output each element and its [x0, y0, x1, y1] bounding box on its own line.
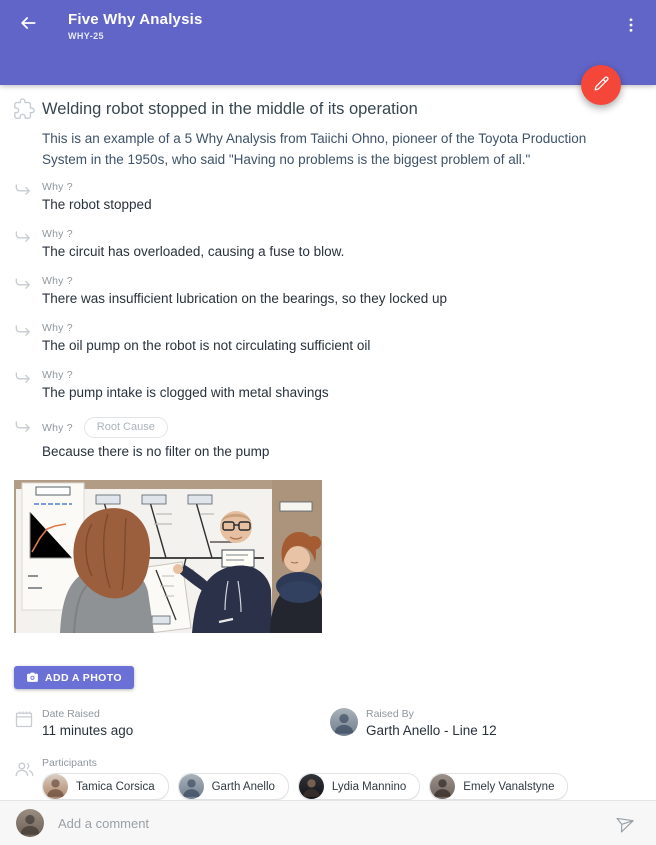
app-bar — [0, 0, 656, 85]
branch-arrow-icon — [13, 417, 33, 437]
why-item-6-root-cause — [0, 417, 656, 460]
app-bar-titles — [68, 11, 203, 41]
branch-arrow-icon — [13, 274, 33, 294]
participants-block — [0, 757, 656, 800]
whiteboard-scene — [14, 480, 322, 633]
why-item-4 — [0, 321, 656, 354]
raised-by-value: Garth Anello - Line 12 — [366, 723, 497, 738]
overflow-menu-button[interactable] — [614, 10, 648, 42]
root-cause-badge: Root Cause — [84, 417, 168, 438]
comment-bar — [0, 800, 656, 845]
comment-input[interactable] — [56, 815, 614, 832]
raised-by-block — [330, 708, 497, 738]
camera-icon — [26, 671, 39, 684]
why-answer: The circuit has overloaded, causing a fuse to blow. — [42, 244, 345, 259]
participants-label: Participants — [42, 757, 97, 769]
issue-title: Welding robot stopped in the middle of its operation — [42, 100, 418, 118]
why-answer: The oil pump on the robot is not circulating sufficient oil — [42, 338, 371, 353]
branch-arrow-icon — [13, 321, 33, 341]
people-icon — [14, 759, 35, 780]
why-item-2 — [0, 227, 656, 260]
calendar-icon — [14, 709, 34, 729]
participant-chip-garth[interactable] — [178, 773, 289, 800]
add-photo-button[interactable] — [14, 666, 134, 689]
participant-chip-emely[interactable] — [429, 773, 568, 800]
arrow-back-icon — [18, 13, 38, 36]
why-answer: There was insufficient lubrication on the bearings, so they locked up — [42, 291, 447, 306]
participant-chip-lydia[interactable] — [298, 773, 420, 800]
puzzle-icon — [13, 98, 35, 120]
participant-name: Garth Anello — [211, 780, 275, 793]
date-raised-block — [14, 708, 133, 738]
why-label: Why ? — [42, 321, 73, 334]
attached-photo[interactable] — [14, 480, 322, 633]
why-label: Why ? — [42, 274, 73, 287]
avatar — [179, 774, 204, 799]
send-icon — [613, 810, 638, 835]
participant-name: Emely Vanalstyne — [463, 780, 555, 793]
avatar — [299, 774, 324, 799]
content — [0, 85, 656, 800]
date-raised-label: Date Raised — [42, 708, 100, 720]
add-photo-label: ADD A PHOTO — [45, 671, 122, 684]
kebab-menu-icon — [622, 16, 640, 37]
record-id: WHY-25 — [68, 31, 104, 41]
why-label: Why ? — [42, 227, 73, 240]
why-label: Why ? — [42, 180, 73, 193]
participant-name: Tamica Corsica — [76, 780, 155, 793]
avatar — [43, 774, 68, 799]
why-label: Why ? — [42, 421, 73, 434]
back-button[interactable] — [18, 10, 50, 38]
why-answer: The pump intake is clogged with metal shavings — [42, 385, 329, 400]
branch-arrow-icon — [13, 180, 33, 200]
meta-row — [0, 708, 656, 746]
participant-chips — [42, 773, 656, 800]
current-user-avatar — [16, 809, 44, 837]
branch-arrow-icon — [13, 227, 33, 247]
raised-by-avatar — [330, 708, 358, 736]
participant-name: Lydia Mannino — [331, 780, 407, 793]
why-list — [0, 180, 656, 460]
edit-pencil-icon — [592, 74, 611, 96]
avatar — [430, 774, 455, 799]
why-item-1 — [0, 180, 656, 213]
issue-description: This is an example of a 5 Why Analysis from Taiichi Ohno, pioneer of the Toyota Production System in the 1950s, who said "Having no problems is the biggest problem of all." — [42, 131, 587, 167]
edit-fab[interactable] — [581, 65, 621, 105]
why-item-5 — [0, 368, 656, 401]
participant-chip-tamica[interactable] — [42, 773, 169, 800]
why-answer: Because there is no filter on the pump — [42, 444, 270, 459]
page-title: Five Why Analysis — [68, 11, 203, 28]
send-comment-button[interactable] — [614, 811, 638, 835]
date-raised-value: 11 minutes ago — [42, 723, 134, 738]
why-answer: The robot stopped — [42, 197, 152, 212]
why-label: Why ? — [42, 368, 73, 381]
raised-by-label: Raised By — [366, 708, 414, 720]
branch-arrow-icon — [13, 368, 33, 388]
issue-title-row — [13, 98, 642, 120]
why-item-3 — [0, 274, 656, 307]
